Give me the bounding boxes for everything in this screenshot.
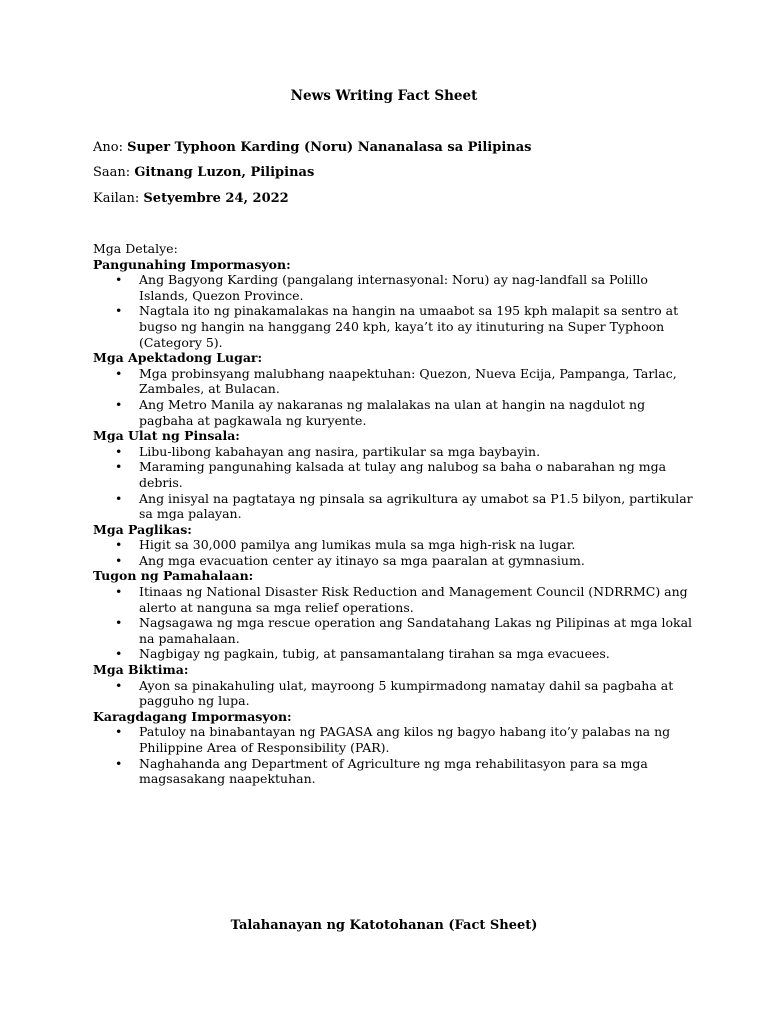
bullet-list — [93, 678, 693, 709]
meta-saan — [93, 165, 314, 180]
list-item-text: Ang mga evacuation center ay itinayo sa mga paaralan at gymnasium. — [139, 552, 585, 568]
footer-title: Talahanayan ng Katotohanan (Fact Sheet) — [230, 918, 538, 933]
list-item — [93, 366, 693, 397]
bullet-icon: • — [115, 365, 123, 381]
list-item-text: Nagbigay ng pagkain, tubig, at pansamantalang tirahan sa mga evacuees. — [139, 646, 610, 662]
list-item-text: Itinaas ng National Disaster Risk Reduction and Management Council (NDRRMC) ang alerto at nanguna sa mga relief operations. — [139, 584, 688, 615]
meta-saan-label: Saan: — [93, 165, 131, 180]
bullet-icon: • — [115, 303, 123, 319]
list-item — [93, 646, 693, 662]
bullet-list — [93, 724, 693, 786]
list-item — [93, 303, 693, 350]
list-item-text: Naghahanda ang Department of Agriculture ng mga rehabilitasyon para sa mga magsasakang naapektuhan. — [139, 755, 648, 787]
section-pangunahing-impormasyon — [93, 257, 693, 351]
list-item-text: Ang Metro Manila ay nakaranas ng malalakas na ulan at hangin na nagdulot ng pagbaha at pagkawala ng kuryente. — [139, 396, 646, 428]
bullet-list — [93, 272, 693, 350]
section-mga-apektadong-lugar — [93, 350, 693, 428]
bullet-icon: • — [115, 615, 123, 631]
list-item — [93, 491, 693, 522]
bullet-icon: • — [115, 490, 123, 506]
list-item-text: Ayon sa pinakahuling ulat, mayroong 5 kumpirmadong namatay dahil sa pagbaha at pagguho ng lupa. — [139, 677, 674, 709]
meta-kailan-value: Setyembre 24, 2022 — [143, 191, 289, 206]
list-item — [93, 756, 693, 787]
section-tugon-ng-pamahalaan — [93, 568, 693, 662]
list-item — [93, 272, 693, 303]
meta-kailan — [93, 191, 289, 206]
bullet-icon: • — [115, 646, 123, 662]
bullet-list — [93, 366, 693, 428]
meta-saan-value: Gitnang Luzon, Pilipinas — [134, 165, 315, 180]
meta-kailan-label: Kailan: — [93, 191, 140, 206]
section-mga-biktima — [93, 662, 693, 709]
list-item — [93, 537, 693, 553]
list-item-text: Higit sa 30,000 pamilya ang lumikas mula sa mga high-risk na lugar. — [139, 537, 576, 553]
details-block — [93, 241, 693, 787]
meta-ano-label: Ano: — [93, 140, 123, 155]
bullet-list — [93, 537, 693, 568]
bullet-icon: • — [115, 396, 123, 412]
bullet-icon: • — [115, 755, 123, 771]
section-heading: Karagdagang Impormasyon: — [93, 708, 292, 724]
list-item-text: Ang Bagyong Karding (pangalang internasyonal: Noru) ay nag-landfall sa Polillo Islands, Quezon Province. — [139, 272, 648, 303]
list-item-text: Mga probinsyang malubhang naapektuhan: Quezon, Nueva Ecija, Pampanga, Tarlac, Zambales, at Bulacan. — [139, 365, 677, 397]
meta-ano — [93, 140, 531, 155]
list-item — [93, 553, 693, 569]
list-item — [93, 584, 693, 615]
list-item-text: Patuloy na binabantayan ng PAGASA ang kilos ng bagyo habang ito’y palabas na ng Philippine Area of Responsibility (PAR). — [139, 724, 671, 755]
list-item — [93, 459, 693, 490]
bullet-icon: • — [115, 443, 123, 459]
bullet-list — [93, 584, 693, 662]
section-heading: Pangunahing Impormasyon: — [93, 256, 291, 272]
bullet-list — [93, 444, 693, 522]
list-item-text: Libu-libong kabahayan ang nasira, partikular sa mga baybayin. — [139, 443, 541, 459]
list-item — [93, 678, 693, 709]
section-heading: Mga Biktima: — [93, 662, 189, 678]
bullet-icon: • — [115, 724, 123, 740]
list-item-text: Ang inisyal na pagtataya ng pinsala sa agrikultura ay umabot sa P1.5 bilyon, partikular sa mga palayan. — [139, 490, 693, 522]
section-heading: Tugon ng Pamahalaan: — [93, 568, 254, 584]
list-item-text: Maraming pangunahing kalsada at tulay ang nalubog sa baha o nabarahan ng mga debris. — [139, 459, 667, 490]
list-item — [93, 615, 693, 646]
list-item — [93, 724, 693, 755]
list-item — [93, 397, 693, 428]
bullet-icon: • — [115, 677, 123, 693]
section-heading: Mga Paglikas: — [93, 521, 192, 537]
meta-ano-value: Super Typhoon Karding (Noru) Nananalasa sa Pilipinas — [127, 140, 532, 155]
bullet-icon: • — [115, 552, 123, 568]
section-mga-ulat-ng-pinsala — [93, 428, 693, 522]
section-heading: Mga Apektadong Lugar: — [93, 350, 263, 366]
list-item-text: Nagtala ito ng pinakamalakas na hangin na umaabot sa 195 kph malapit sa sentro at bugso ng hangin na hanggang 240 kph, kaya’t ito ay itinuturing na Super Typhoon (Category 5). — [139, 303, 679, 350]
section-karagdagang-impormasyon — [93, 709, 693, 787]
section-heading: Mga Ulat ng Pinsala: — [93, 428, 240, 444]
list-item-text: Nagsagawa ng mga rescue operation ang Sandatahang Lakas ng Pilipinas at mga lokal na pamahalaan. — [139, 615, 693, 646]
bullet-icon: • — [115, 537, 123, 553]
section-mga-paglikas — [93, 522, 693, 569]
document-title: News Writing Fact Sheet — [290, 88, 478, 104]
bullet-icon: • — [115, 584, 123, 600]
bullet-icon: • — [115, 272, 123, 288]
bullet-icon: • — [115, 459, 123, 475]
list-item — [93, 444, 693, 460]
details-label: Mga Detalye: — [93, 241, 178, 256]
